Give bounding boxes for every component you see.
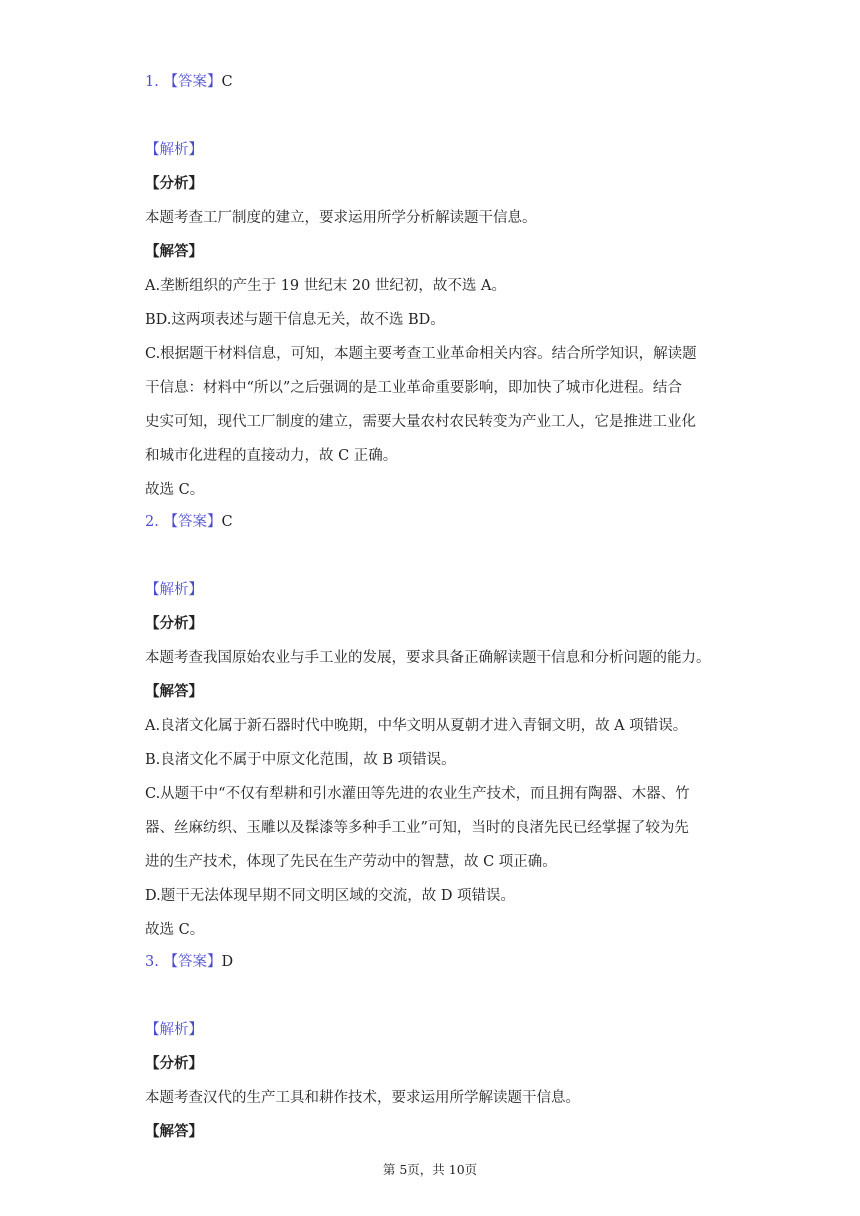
- fenxi-text: 本题考查汉代的生产工具和耕作技术，要求运用所学解读题干信息。: [145, 1090, 580, 1106]
- fenxi-text: 本题考查我国原始农业与手工业的发展，要求具备正确解读题干信息和分析问题的能力。: [145, 650, 711, 666]
- question-number: 2.: [145, 514, 159, 530]
- fenxi-label: 【分析】: [145, 175, 203, 192]
- jiexi-label: 【解析】: [145, 582, 203, 598]
- page-footer: 第 5页，共 10页: [382, 1162, 478, 1177]
- question-2-header: [145, 512, 233, 532]
- jieda-line: 和城市化进程的直接动力，故 C 正确。: [145, 448, 398, 464]
- fenxi-label: 【分析】: [145, 615, 203, 632]
- jieda-label: 【解答】: [145, 243, 203, 260]
- jieda-line: BD.这两项表述与题干信息无关，故不选 BD。: [145, 312, 445, 328]
- jieda-line: A.良渚文化属于新石器时代中晚期，中华文明从夏朝才进入青铜文明，故 A 项错误。: [145, 718, 688, 734]
- answer-label: 【答案】: [163, 74, 222, 90]
- conclusion-line: 故选 C。: [145, 922, 205, 938]
- answer-label: 【答案】: [163, 514, 222, 530]
- jieda-line: C.根据题干材料信息，可知，本题主要考查工业革命相关内容。结合所学知识，解读题: [145, 346, 697, 362]
- question-number: 1.: [145, 74, 159, 90]
- fenxi-text: 本题考查工厂制度的建立，要求运用所学分析解读题干信息。: [145, 210, 537, 226]
- fenxi-label: 【分析】: [145, 1055, 203, 1072]
- question-1-header: [145, 72, 233, 92]
- jieda-line: 进的生产技术，体现了先民在生产劳动中的智慧，故 C 项正确。: [145, 854, 557, 870]
- jieda-label: 【解答】: [145, 683, 203, 700]
- jieda-line: C.从题干中“不仅有犁耕和引水灌田等先进的农业生产技术，而且拥有陶器、木器、竹: [145, 786, 690, 802]
- jieda-line: 干信息：材料中“所以”之后强调的是工业革命重要影响，即加快了城市化进程。结合: [145, 380, 682, 396]
- jieda-line: D.题干无法体现早期不同文明区域的交流，故 D 项错误。: [145, 888, 516, 904]
- jieda-line: B.良渚文化不属于中原文化范围，故 B 项错误。: [145, 752, 456, 768]
- jieda-label: 【解答】: [145, 1123, 203, 1140]
- question-3-header: [145, 952, 233, 972]
- conclusion-line: 故选 C。: [145, 482, 205, 498]
- jiexi-label: 【解析】: [145, 1022, 203, 1038]
- jieda-line: 史实可知，现代工厂制度的建立，需要大量农村农民转变为产业工人，它是推进工业化: [145, 414, 696, 430]
- answer-value: D: [221, 954, 234, 970]
- answer-label: 【答案】: [163, 954, 222, 970]
- jieda-line: 器、丝麻纺织、玉雕以及髹漆等多种手工业”可知，当时的良渚先民已经掌握了较为先: [145, 820, 689, 836]
- jiexi-label: 【解析】: [145, 142, 203, 158]
- answer-value: C: [221, 74, 233, 90]
- question-number: 3.: [145, 954, 159, 970]
- answer-value: C: [221, 514, 233, 530]
- jieda-line: A.垄断组织的产生于 19 世纪末 20 世纪初，故不选 A。: [145, 278, 506, 294]
